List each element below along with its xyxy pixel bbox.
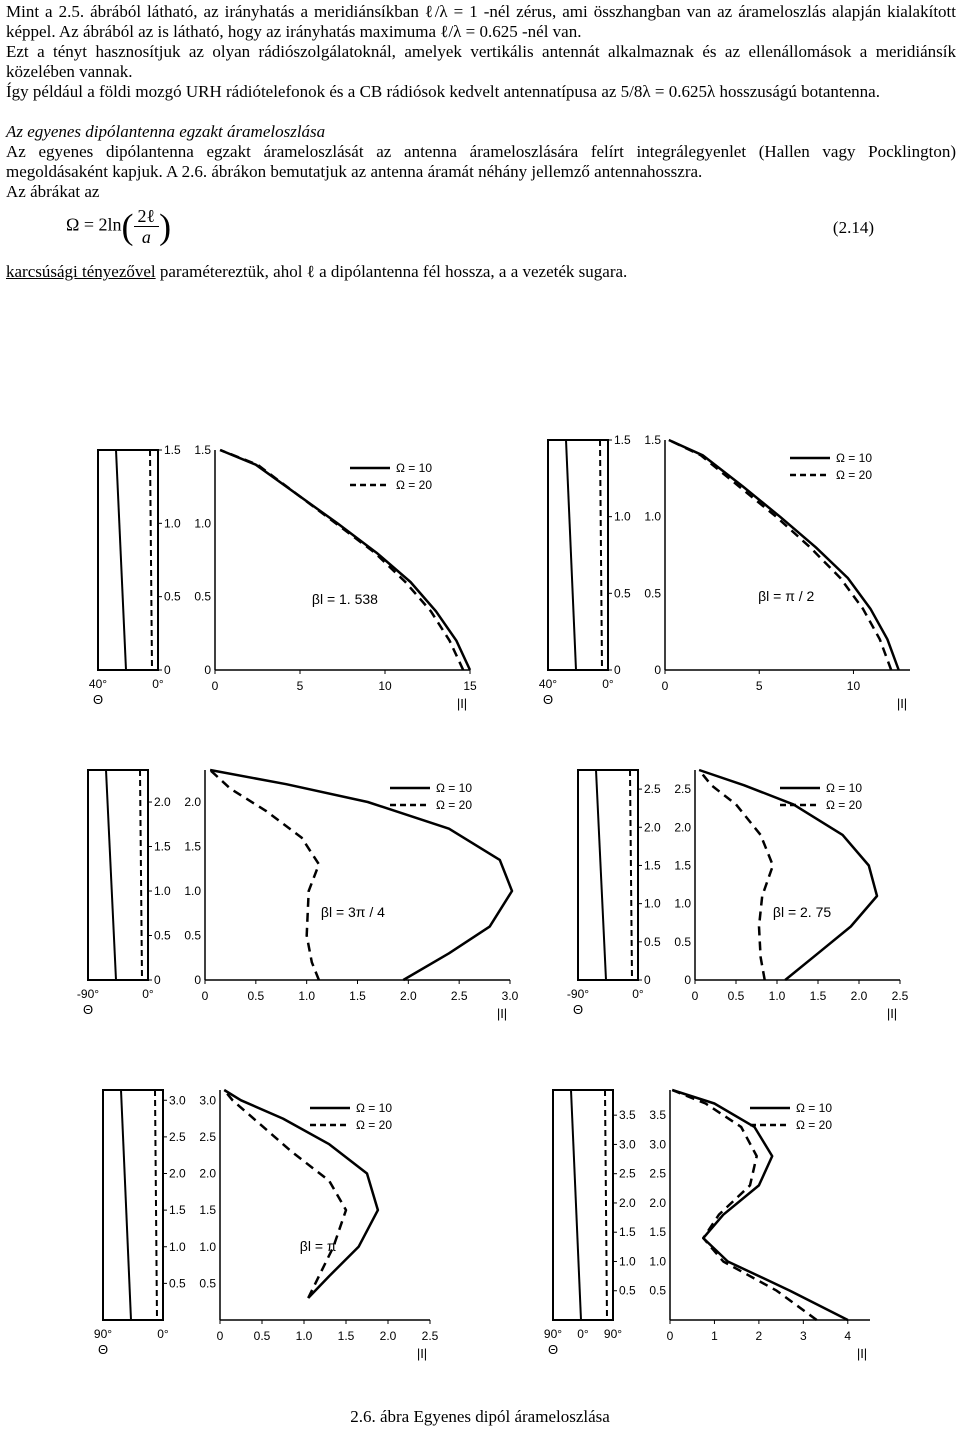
y-tick-label: 1.5 — [199, 1203, 216, 1218]
theta-strip-frame — [553, 1090, 613, 1320]
theta-curve-dashed — [605, 1090, 607, 1320]
theta-curve-solid — [566, 440, 576, 670]
y-tick-label: 3.0 — [649, 1137, 666, 1152]
x-tick-label: 3.0 — [501, 989, 519, 1003]
y-tick-label: 1.5 — [644, 433, 661, 447]
y-tick-label: 2.0 — [154, 795, 171, 810]
theta-curve-solid — [571, 1090, 581, 1320]
x-axis-label: |I| — [416, 1346, 428, 1361]
x-tick-label: 2.0 — [850, 989, 868, 1003]
y-tick-label: 0 — [644, 973, 651, 987]
parameter-text: paramétereztük, ahol ℓ a dipólantenna fél hossza, a a vezeték sugara. — [155, 262, 628, 281]
equation-fraction — [134, 206, 160, 247]
chart-panel-1 — [89, 443, 477, 711]
y-tick-label: 2.0 — [199, 1166, 216, 1181]
y-tick-label: 3.0 — [619, 1137, 636, 1152]
y-tick-label: 2.5 — [649, 1166, 666, 1181]
paragraph-parameter — [6, 262, 956, 282]
beta-l-annotation: βl = 1. 538 — [311, 591, 378, 607]
y-tick-label: 0.5 — [169, 1276, 186, 1291]
legend-entry: Ω = 20 — [826, 798, 862, 812]
y-tick-label: 0 — [684, 973, 691, 987]
x-tick-label: 3 — [799, 1329, 807, 1343]
y-tick-label: 1.0 — [619, 1254, 636, 1269]
y-tick-label: 1.5 — [154, 839, 171, 854]
theta-curve-dashed — [600, 440, 602, 670]
x-tick-label: 0 — [211, 679, 219, 693]
theta-axis-label: Θ — [572, 1002, 584, 1017]
equation-lhs: Ω = 2ln — [66, 214, 122, 235]
y-tick-label: 0 — [654, 663, 661, 677]
current-distribution-figures — [0, 420, 960, 1400]
y-tick-label: 1.5 — [194, 443, 211, 457]
x-tick-label: 15 — [463, 679, 477, 693]
theta-tick-label: 40° — [88, 677, 108, 691]
legend-entry: Ω = 20 — [836, 468, 872, 482]
theta-tick-label: 90° — [603, 1327, 623, 1341]
chart-panel-3 — [77, 770, 519, 1021]
y-tick-label: 1.5 — [164, 443, 181, 457]
legend-entry: Ω = 10 — [436, 781, 472, 795]
x-tick-label: 5 — [296, 679, 304, 693]
paragraph-exact-distribution: Az egyenes dipólantenna egzakt árameloszlását az antenna árameloszlására felírt integrálegyenlet (Hallen vagy Pocklington) megoldásaként kapjuk. A 2.6. ábrákon bemutatjuk az antenna áramát néhány jellemző antennahosszra. — [6, 142, 956, 181]
x-tick-label: 1.5 — [337, 1329, 355, 1343]
legend-entry: Ω = 10 — [796, 1101, 832, 1115]
y-tick-label: 0 — [614, 663, 621, 677]
theta-tick-label: 90° — [543, 1327, 563, 1341]
legend-entry: Ω = 10 — [396, 461, 432, 475]
y-tick-label: 2.5 — [169, 1129, 186, 1144]
paragraph-whip-antenna: Így például a földi mozgó URH rádiótelefonok és a CB rádiósok kedvelt antennatípusa az 5/8λ = 0.625λ hosszuságú botantenna. — [6, 82, 880, 101]
y-tick-label: 2.0 — [649, 1195, 666, 1210]
theta-curve-dashed — [140, 770, 142, 980]
theta-curve-dashed — [155, 1090, 157, 1320]
theta-strip-frame — [98, 450, 158, 670]
y-tick-label: 2.0 — [619, 1195, 636, 1210]
theta-tick-label: 0° — [157, 1327, 169, 1341]
legend-entry: Ω = 20 — [796, 1118, 832, 1132]
series-line-1 — [224, 1090, 378, 1298]
legend-entry: Ω = 20 — [356, 1118, 392, 1132]
y-tick-label: 0.5 — [644, 934, 661, 949]
x-tick-label: 1.5 — [809, 989, 827, 1003]
y-tick-label: 0.5 — [154, 928, 171, 943]
y-tick-label: 1.5 — [169, 1203, 186, 1218]
theta-strip-frame — [578, 770, 638, 980]
theta-curve-dashed — [630, 770, 632, 980]
figure-caption: 2.6. ábra Egyenes dipól árameloszlása — [350, 1407, 610, 1426]
x-tick-label: 2 — [755, 1329, 763, 1343]
x-tick-label: 5 — [755, 679, 763, 693]
y-tick-label: 0 — [204, 663, 211, 677]
theta-tick-label: 40° — [538, 677, 558, 691]
series-line-2 — [210, 770, 319, 980]
x-tick-label: 1.0 — [298, 989, 316, 1003]
y-tick-label: 1.0 — [154, 884, 171, 899]
x-tick-label: 1.0 — [295, 1329, 313, 1343]
y-tick-label: 2.5 — [674, 782, 691, 797]
x-tick-label: 0.5 — [247, 989, 265, 1003]
theta-axis-label: Θ — [547, 1342, 559, 1357]
y-tick-label: 2.5 — [644, 782, 661, 797]
x-tick-label: 10 — [846, 679, 861, 693]
equation-label: (2.14) — [832, 218, 874, 237]
equation-2-14: Ω = 2ln( $\frac{\text{2ℓ}}{a}$ ) (2.14) — [66, 206, 874, 247]
x-axis-label: |I| — [496, 1006, 508, 1021]
y-tick-label: 1.5 — [614, 433, 631, 447]
equation-denominator: a — [141, 227, 151, 247]
y-tick-label: 1.0 — [674, 896, 691, 911]
x-tick-label: 0 — [661, 679, 669, 693]
theta-tick-label: 0° — [577, 1327, 589, 1341]
y-tick-label: 3.0 — [169, 1093, 186, 1108]
y-tick-label: 0.5 — [184, 928, 201, 943]
x-tick-label: 2.5 — [450, 989, 468, 1003]
y-tick-label: 1.0 — [184, 884, 201, 899]
beta-l-annotation: βl = π — [299, 1238, 337, 1254]
chart-panel-5 — [94, 1090, 439, 1361]
series-line-2 — [224, 1090, 346, 1298]
theta-strip-frame — [548, 440, 608, 670]
x-axis-label: |I| — [456, 696, 468, 711]
equation-numerator: 2ℓ — [134, 206, 160, 227]
y-tick-label: 2.5 — [619, 1166, 636, 1181]
y-tick-label: 0 — [154, 973, 161, 987]
chart-panel-2 — [539, 433, 910, 711]
theta-tick-label: 0° — [142, 987, 154, 1001]
slenderness-link[interactable]: karcsúsági tényezővel — [6, 262, 156, 281]
y-tick-label: 2.0 — [644, 820, 661, 835]
y-tick-label: 1.0 — [644, 896, 661, 911]
x-tick-label: 0.5 — [253, 1329, 271, 1343]
x-tick-label: 4 — [844, 1329, 852, 1343]
x-tick-label: 1.5 — [349, 989, 366, 1003]
theta-tick-label: 0° — [632, 987, 644, 1001]
theta-curve-solid — [116, 450, 126, 670]
y-tick-label: 0 — [194, 973, 201, 987]
x-tick-label: 2.5 — [891, 989, 909, 1003]
y-tick-label: 1.0 — [199, 1239, 216, 1254]
x-axis-label: |I| — [856, 1346, 868, 1361]
theta-tick-label: 0° — [602, 677, 614, 691]
paragraph-directivity: Mint a 2.5. ábrából látható, az irányhatás a meridiánsíkban ℓ/λ = 1 -nél zérus, ami összhangban van az árameloszlás alapján kialakított képpel. Az ábrából az is látható, hogy az irányhatás maximuma ℓ/λ = 0.625 -nél van. — [6, 2, 956, 41]
y-tick-label: 1.5 — [184, 839, 201, 854]
x-tick-label: 2.0 — [379, 1329, 397, 1343]
theta-curve-solid — [121, 1090, 131, 1320]
paragraph-radio-services: Ezt a tényt hasznosítjuk az olyan rádiószolgálatoknál, amelyek vertikális antennát alkalmaznak és az ellenállomások a meridiánsík közelében vannak. — [6, 42, 956, 81]
y-tick-label: 1.0 — [194, 516, 211, 531]
x-tick-label: 1.0 — [768, 989, 786, 1003]
y-tick-label: 0.5 — [619, 1283, 636, 1298]
y-tick-label: 0.5 — [164, 589, 181, 604]
y-tick-label: 1.5 — [649, 1225, 666, 1240]
y-tick-label: 1.5 — [674, 858, 691, 873]
paragraph-figures-intro: Az ábrákat az — [6, 182, 100, 201]
y-tick-label: 0.5 — [194, 589, 211, 604]
article-text — [6, 2, 956, 282]
x-axis-label: |I| — [886, 1006, 898, 1021]
y-tick-label: 1.0 — [649, 1254, 666, 1269]
legend-entry: Ω = 10 — [826, 781, 862, 795]
y-tick-label: 2.0 — [169, 1166, 186, 1181]
x-tick-label: 2.5 — [421, 1329, 439, 1343]
y-tick-label: 3.5 — [649, 1108, 666, 1123]
legend-entry: Ω = 20 — [396, 478, 432, 492]
theta-tick-label: 0° — [152, 677, 164, 691]
y-tick-label: 0.5 — [644, 586, 661, 601]
y-tick-label: 0.5 — [649, 1283, 666, 1298]
y-tick-label: 3.5 — [619, 1108, 636, 1123]
x-tick-label: 1 — [711, 1329, 718, 1343]
beta-l-annotation: βl = π / 2 — [758, 588, 815, 604]
theta-tick-label: -90° — [566, 987, 590, 1001]
legend-entry: Ω = 10 — [836, 451, 872, 465]
theta-curve-solid — [596, 770, 606, 980]
beta-l-annotation: βl = 2. 75 — [772, 904, 832, 920]
series-line-2 — [699, 770, 773, 980]
y-tick-label: 1.0 — [644, 509, 661, 524]
theta-curve-dashed — [150, 450, 152, 670]
theta-axis-label: Θ — [542, 692, 554, 707]
theta-strip-frame — [103, 1090, 163, 1320]
beta-l-annotation: βl = 3π / 4 — [320, 904, 385, 920]
x-tick-label: 0 — [201, 989, 209, 1003]
theta-axis-label: Θ — [82, 1002, 94, 1017]
x-tick-label: 0.5 — [727, 989, 745, 1003]
y-tick-label: 0.5 — [199, 1276, 216, 1291]
theta-strip-frame — [88, 770, 148, 980]
theta-tick-label: 90° — [93, 1327, 113, 1341]
y-tick-label: 0.5 — [674, 934, 691, 949]
y-tick-label: 1.0 — [169, 1239, 186, 1254]
x-tick-label: 0 — [691, 989, 699, 1003]
y-tick-label: 2.0 — [184, 795, 201, 810]
y-tick-label: 1.5 — [644, 858, 661, 873]
y-tick-label: 2.5 — [199, 1129, 216, 1144]
y-tick-label: 0 — [164, 663, 171, 677]
legend-entry: Ω = 20 — [436, 798, 472, 812]
x-tick-label: 2.0 — [399, 989, 417, 1003]
series-line-1 — [220, 450, 470, 670]
theta-tick-label: -90° — [76, 987, 100, 1001]
chart-panel-4 — [567, 770, 909, 1021]
x-tick-label: 10 — [378, 679, 392, 693]
theta-axis-label: Θ — [97, 1342, 109, 1357]
y-tick-label: 1.5 — [619, 1225, 636, 1240]
theta-axis-label: Θ — [92, 692, 104, 707]
y-tick-label: 3.0 — [199, 1093, 216, 1108]
x-tick-label: 0 — [216, 1329, 224, 1343]
y-tick-label: 2.0 — [674, 820, 691, 835]
y-tick-label: 1.0 — [164, 516, 181, 531]
legend-entry: Ω = 10 — [356, 1101, 392, 1115]
y-tick-label: 1.0 — [614, 509, 631, 524]
x-axis-label: |I| — [896, 696, 908, 711]
theta-curve-solid — [106, 770, 116, 980]
chart-panel-6 — [544, 1090, 870, 1361]
section-heading: Az egyenes dipólantenna egzakt árameloszlása — [6, 122, 326, 141]
y-tick-label: 0.5 — [614, 586, 631, 601]
x-tick-label: 0 — [666, 1329, 674, 1343]
